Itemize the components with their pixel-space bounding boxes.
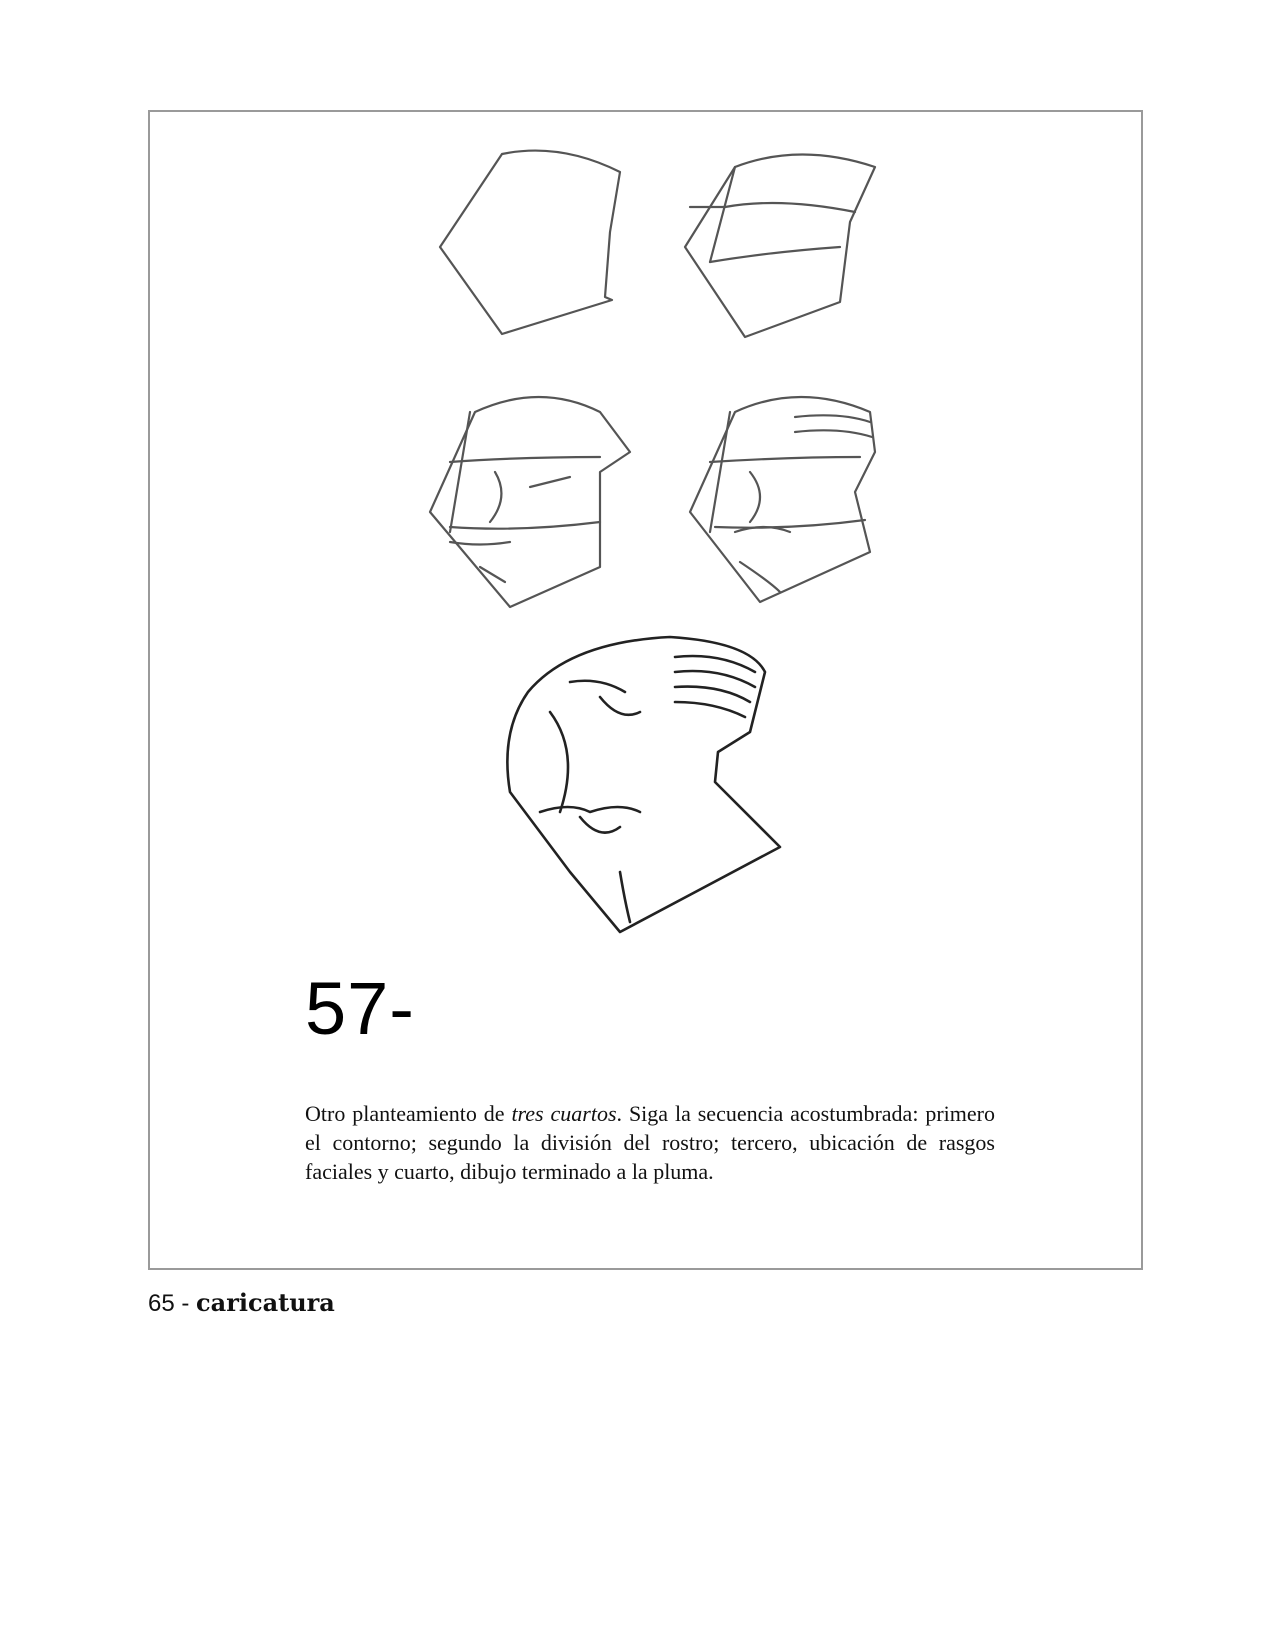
- caption-part1: Otro planteamiento de: [305, 1101, 512, 1126]
- head-features-sketch: [430, 397, 630, 607]
- head-features-refined-sketch: [690, 397, 875, 602]
- head-finished-ink-sketch: [507, 637, 780, 932]
- caption-text: [305, 1099, 995, 1186]
- book-title: caricatura: [196, 1288, 335, 1317]
- step-number: 57-: [305, 967, 415, 1050]
- head-division-sketch: [685, 155, 875, 338]
- page-frame: [148, 110, 1143, 1270]
- caption-part2: . Siga la secuencia acostumbrada: primero el contorno; segundo la división del rostro; tercero, ubicación de rasgos faciales y cuarto, dibujo terminado a la pluma.: [305, 1101, 995, 1184]
- page-number: 65 -: [148, 1290, 197, 1317]
- page-footer: [148, 1288, 335, 1318]
- sketch-canvas: [150, 112, 1141, 972]
- head-contour-sketch: [440, 151, 620, 334]
- caption-italic: tres cuartos: [511, 1101, 617, 1126]
- sketch-sequence: [150, 112, 1141, 972]
